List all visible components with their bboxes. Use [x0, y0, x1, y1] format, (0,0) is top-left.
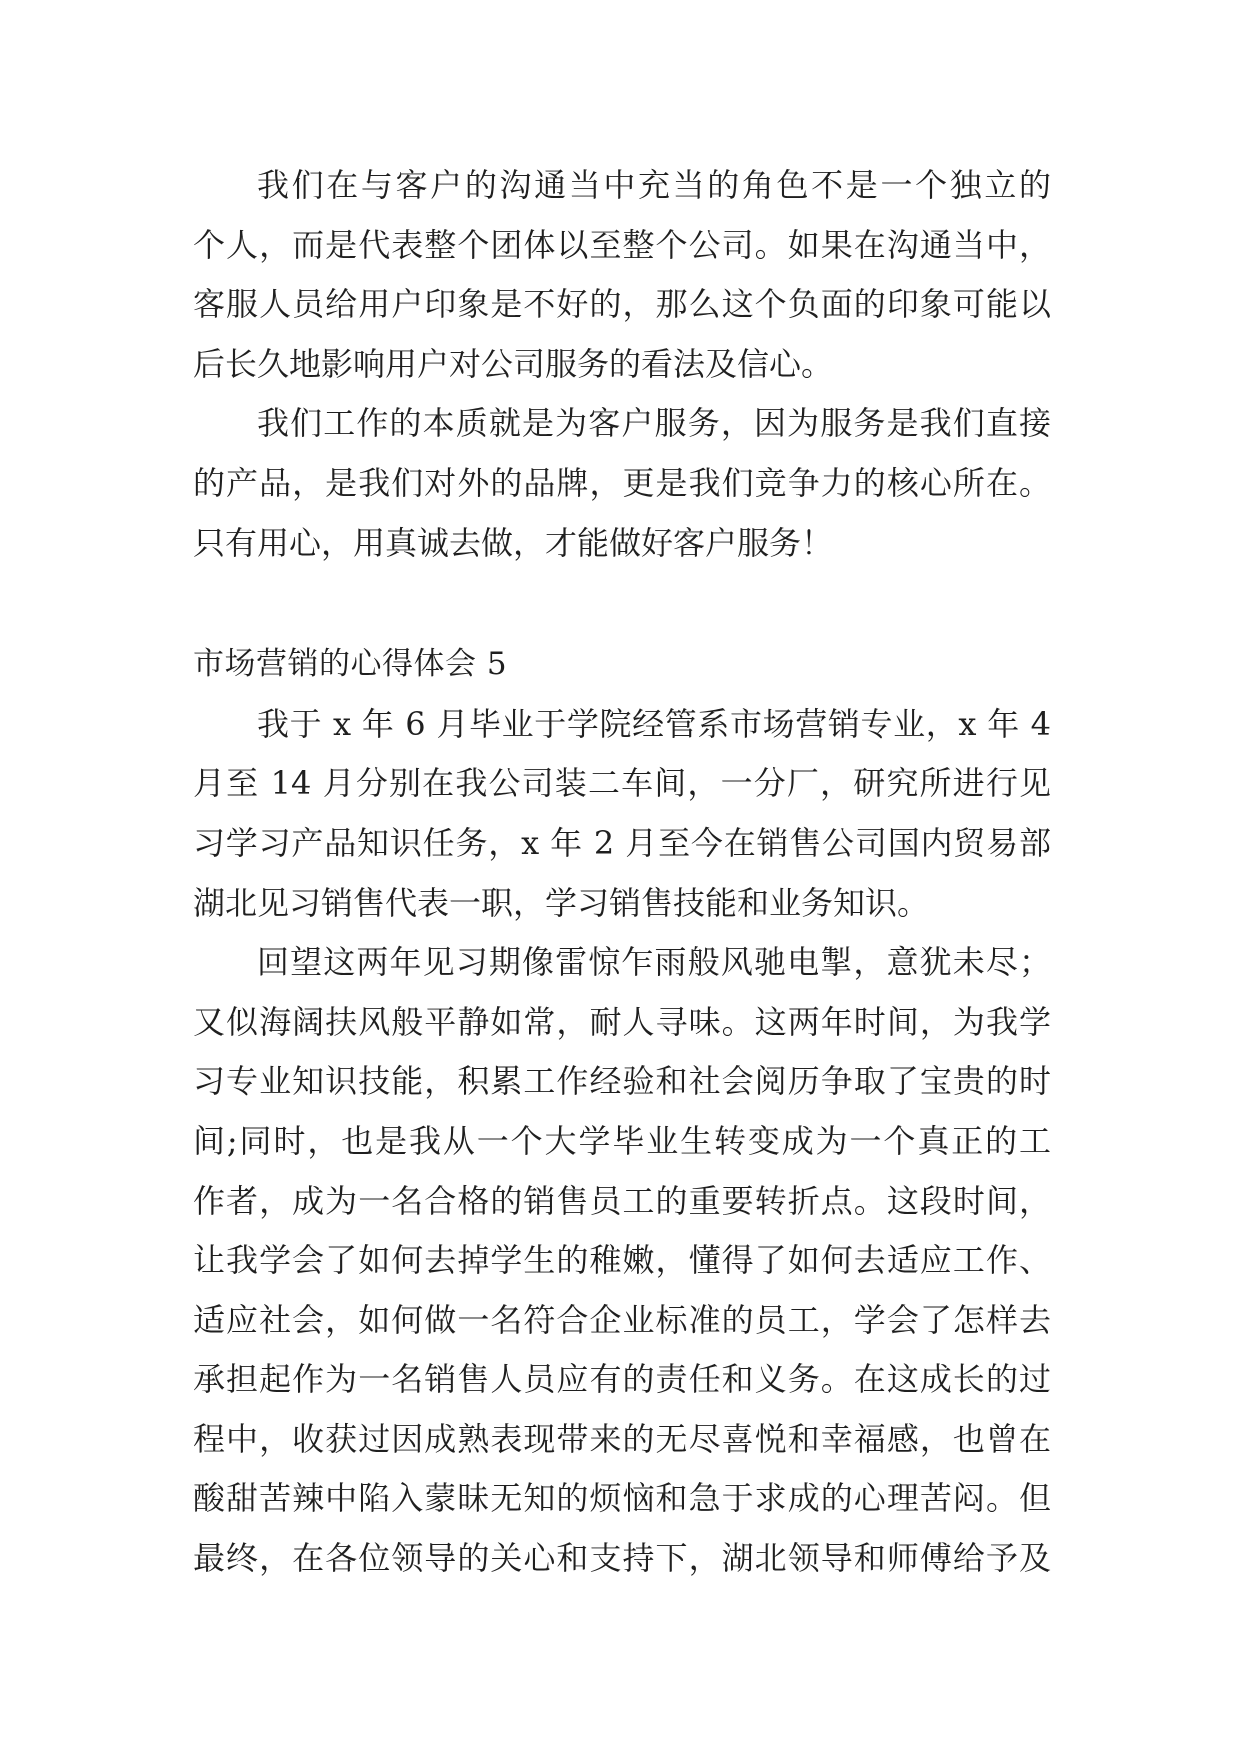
text-line: 又似海阔扶风般平静如常，耐人寻味。这两年时间，为我学 [193, 1002, 1051, 1041]
text-line: 的产品，是我们对外的品牌，更是我们竞争力的核心所在。 [193, 463, 1051, 502]
text-line: 间;同时，也是我从一个大学毕业生转变成为一个真正的工 [193, 1121, 1051, 1160]
text-line: 月至 14 月分别在我公司装二车间，一分厂，研究所进行见 [193, 764, 1051, 803]
paragraph [193, 394, 1051, 573]
text-line: 客服人员给用户印象是不好的，那么这个负面的印象可能以 [193, 285, 1051, 324]
text-line: 程中，收获过因成熟表现带来的无尽喜悦和幸福感，也曾在 [193, 1419, 1051, 1458]
text-line: 湖北见习销售代表一职，学习销售技能和业务知识。 [193, 883, 930, 922]
text-line: 承担起作为一名销售人员应有的责任和义务。在这成长的过 [193, 1360, 1051, 1399]
text-line: 我于 x 年 6 月毕业于学院经管系市场营销专业，x 年 4 [257, 704, 1051, 743]
text-line: 酸甜苦辣中陷入蒙昧无知的烦恼和急于求成的心理苦闷。但 [193, 1479, 1051, 1518]
text-line: 让我学会了如何去掉学生的稚嫩，懂得了如何去适应工作、 [193, 1241, 1051, 1280]
paragraph [193, 933, 1051, 1589]
document-body [193, 156, 1051, 1589]
paragraph [193, 156, 1051, 394]
text-line: 适应社会，如何做一名符合企业标准的员工，学会了怎样去 [193, 1300, 1051, 1339]
text-line: 后长久地影响用户对公司服务的看法及信心。 [193, 344, 834, 383]
text-line: 我们工作的本质就是为客户服务，因为服务是我们直接 [257, 404, 1051, 443]
text-line: 我们在与客户的沟通当中充当的角色不是一个独立的 [257, 166, 1051, 204]
text-line: 回望这两年见习期像雷惊乍雨般风驰电掣，意犹未尽； [257, 943, 1051, 982]
text-line: 习学习产品知识任务，x 年 2 月至今在销售公司国内贸易部 [193, 823, 1051, 862]
text-line: 只有用心，用真诚去做，才能做好客户服务！ [193, 523, 834, 562]
text-line: 作者，成为一名合格的销售员工的重要转折点。这段时间， [193, 1181, 1051, 1220]
text-line: 习专业知识技能，积累工作经验和社会阅历争取了宝贵的时 [193, 1062, 1051, 1101]
text-line: 个人，而是代表整个团体以至整个公司。如果在沟通当中， [193, 225, 1051, 264]
text-line: 最终，在各位领导的关心和支持下，湖北领导和师傅给予及 [193, 1539, 1051, 1578]
section-gap [193, 573, 1051, 635]
section-heading: 市场营销的心得体会 5 [193, 646, 508, 683]
paragraph [193, 695, 1051, 933]
